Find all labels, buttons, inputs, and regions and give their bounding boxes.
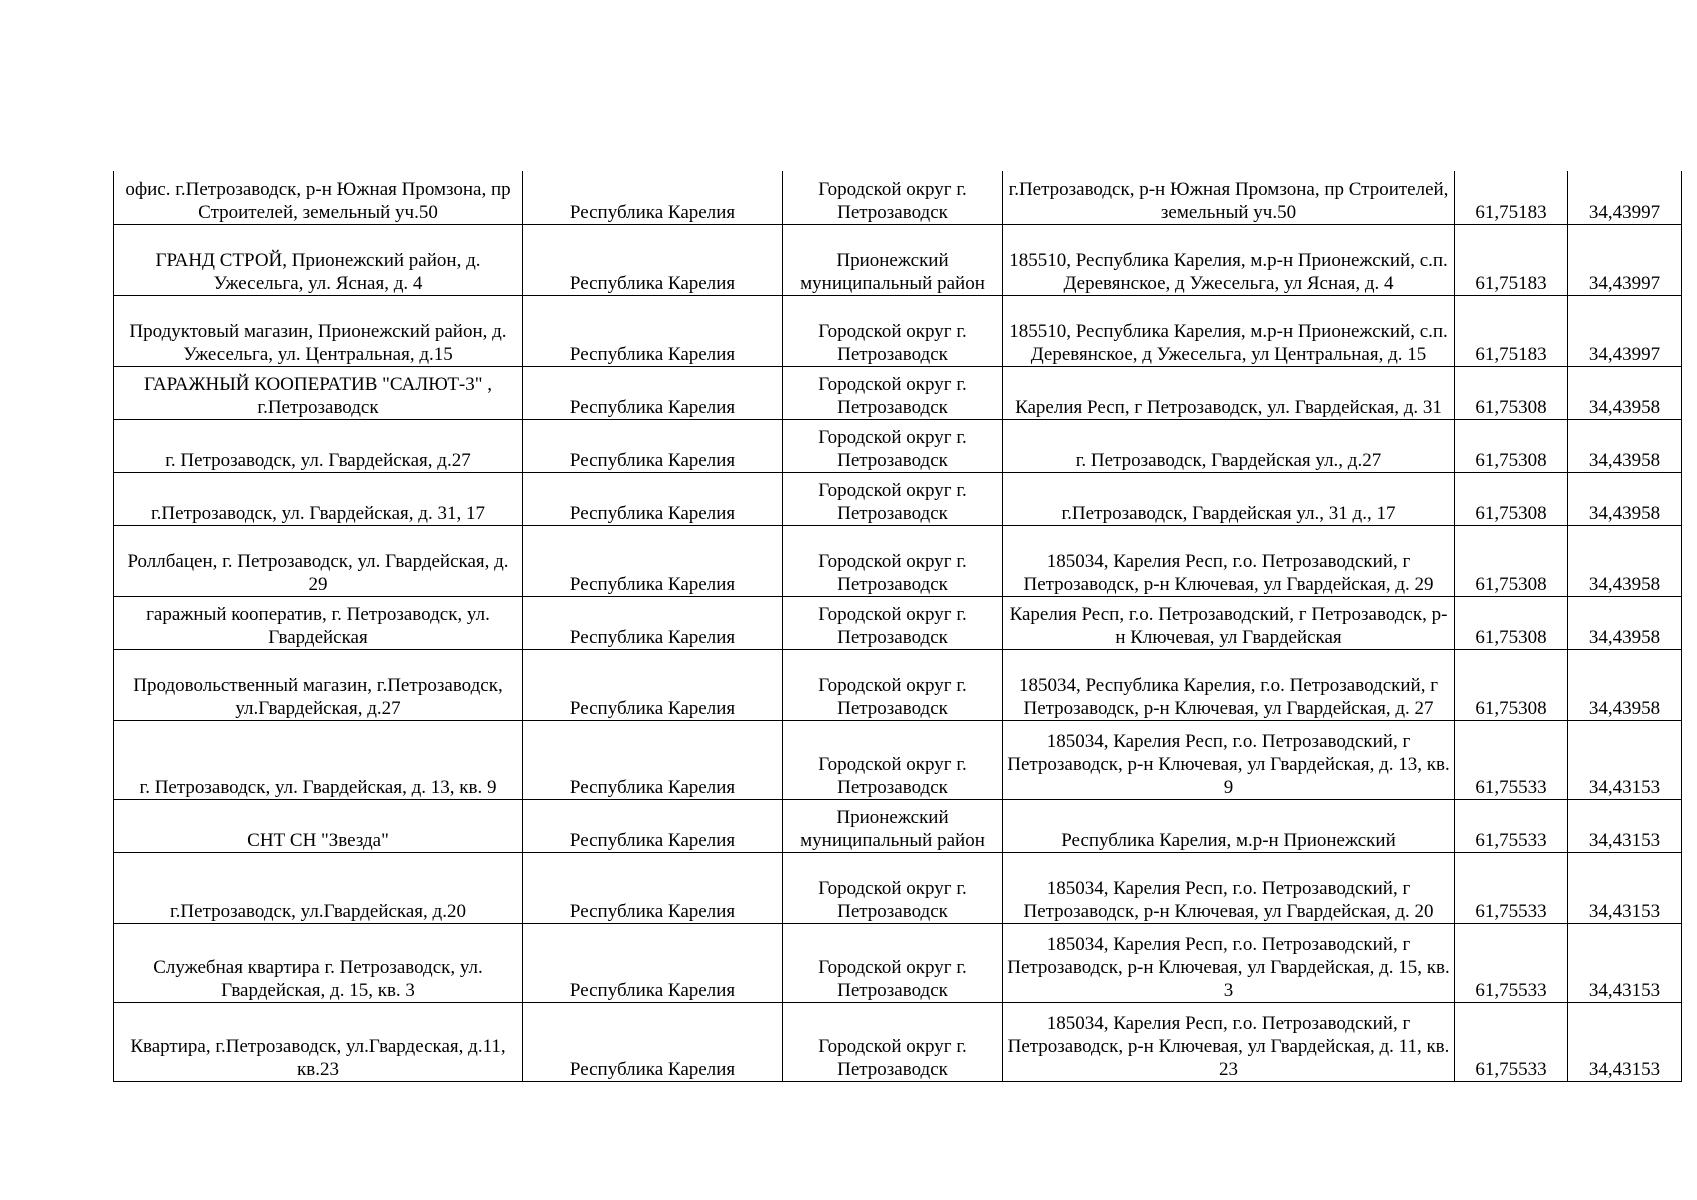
municipality-cell: Городской округ г. Петрозаводск: [783, 419, 1003, 472]
table-row: [114, 295, 1682, 366]
table-row: [114, 720, 1682, 799]
longitude-cell: 34,43958: [1568, 649, 1682, 720]
longitude-cell: 34,43958: [1568, 419, 1682, 472]
latitude-cell: 61,75308: [1455, 649, 1568, 720]
address-cell: 185034, Карелия Респ, г.о. Петрозаводский, г Петрозаводск, р-н Ключевая, ул Гвардейская, д. 15, кв. 3: [1003, 923, 1455, 1002]
latitude-cell: 61,75533: [1455, 852, 1568, 923]
table-row: [114, 799, 1682, 852]
address-cell: г.Петрозаводск, Гвардейская ул., 31 д., 17: [1003, 472, 1455, 525]
longitude-cell: 34,43958: [1568, 596, 1682, 649]
table-row: [114, 1002, 1682, 1081]
table-row: [114, 923, 1682, 1002]
object-name-cell: г.Петрозаводск, ул. Гвардейская, д. 31, 17: [114, 472, 523, 525]
address-table-body: [114, 171, 1682, 1081]
address-cell: 185034, Республика Карелия, г.о. Петрозаводский, г Петрозаводск, р-н Ключевая, ул Гвардейская, д. 27: [1003, 649, 1455, 720]
region-cell: Республика Карелия: [523, 525, 783, 596]
region-cell: Республика Карелия: [523, 295, 783, 366]
region-cell: Республика Карелия: [523, 720, 783, 799]
object-name-cell: г. Петрозаводск, ул. Гвардейская, д. 13, кв. 9: [114, 720, 523, 799]
municipality-cell: Городской округ г. Петрозаводск: [783, 720, 1003, 799]
municipality-cell: Городской округ г. Петрозаводск: [783, 923, 1003, 1002]
address-table: [113, 171, 1682, 1082]
region-cell: Республика Карелия: [523, 596, 783, 649]
longitude-cell: 34,43958: [1568, 525, 1682, 596]
region-cell: Республика Карелия: [523, 419, 783, 472]
address-cell: Карелия Респ, г.о. Петрозаводский, г Петрозаводск, р-н Ключевая, ул Гвардейская: [1003, 596, 1455, 649]
latitude-cell: 61,75533: [1455, 799, 1568, 852]
object-name-cell: гаражный кооператив, г. Петрозаводск, ул. Гвардейская: [114, 596, 523, 649]
object-name-cell: Служебная квартира г. Петрозаводск, ул. Гвардейская, д. 15, кв. 3: [114, 923, 523, 1002]
municipality-cell: Городской округ г. Петрозаводск: [783, 596, 1003, 649]
longitude-cell: 34,43958: [1568, 472, 1682, 525]
table-row: [114, 472, 1682, 525]
municipality-cell: Городской округ г. Петрозаводск: [783, 366, 1003, 419]
address-cell: 185034, Карелия Респ, г.о. Петрозаводский, г Петрозаводск, р-н Ключевая, ул Гвардейская, д. 13, кв. 9: [1003, 720, 1455, 799]
longitude-cell: 34,43153: [1568, 852, 1682, 923]
table-row: [114, 852, 1682, 923]
latitude-cell: 61,75183: [1455, 171, 1568, 224]
region-cell: Республика Карелия: [523, 224, 783, 295]
table-row: [114, 596, 1682, 649]
longitude-cell: 34,43997: [1568, 295, 1682, 366]
municipality-cell: Городской округ г. Петрозаводск: [783, 852, 1003, 923]
longitude-cell: 34,43958: [1568, 366, 1682, 419]
object-name-cell: г.Петрозаводск, ул.Гвардейская, д.20: [114, 852, 523, 923]
municipality-cell: Городской округ г. Петрозаводск: [783, 649, 1003, 720]
longitude-cell: 34,43153: [1568, 923, 1682, 1002]
address-cell: г. Петрозаводск, Гвардейская ул., д.27: [1003, 419, 1455, 472]
address-cell: 185034, Карелия Респ, г.о. Петрозаводский, г Петрозаводск, р-н Ключевая, ул Гвардейская, д. 20: [1003, 852, 1455, 923]
object-name-cell: СНТ СН "Звезда": [114, 799, 523, 852]
address-cell: Карелия Респ, г Петрозаводск, ул. Гвардейская, д. 31: [1003, 366, 1455, 419]
table-row: [114, 366, 1682, 419]
latitude-cell: 61,75308: [1455, 596, 1568, 649]
latitude-cell: 61,75308: [1455, 366, 1568, 419]
address-cell: 185034, Карелия Респ, г.о. Петрозаводский, г Петрозаводск, р-н Ключевая, ул Гвардейская, д. 11, кв. 23: [1003, 1002, 1455, 1081]
object-name-cell: офис. г.Петрозаводск, р-н Южная Промзона, пр Строителей, земельный уч.50: [114, 171, 523, 224]
object-name-cell: Квартира, г.Петрозаводск, ул.Гвардеская, д.11, кв.23: [114, 1002, 523, 1081]
table-row: [114, 419, 1682, 472]
object-name-cell: Роллбацен, г. Петрозаводск, ул. Гвардейская, д. 29: [114, 525, 523, 596]
latitude-cell: 61,75533: [1455, 923, 1568, 1002]
object-name-cell: Продуктовый магазин, Прионежский район, д. Ужесельга, ул. Центральная, д.15: [114, 295, 523, 366]
object-name-cell: ГРАНД СТРОЙ, Прионежский район, д. Ужесельга, ул. Ясная, д. 4: [114, 224, 523, 295]
table-row: [114, 171, 1682, 224]
address-cell: 185034, Карелия Респ, г.о. Петрозаводский, г Петрозаводск, р-н Ключевая, ул Гвардейская, д. 29: [1003, 525, 1455, 596]
latitude-cell: 61,75533: [1455, 1002, 1568, 1081]
table-row: [114, 224, 1682, 295]
longitude-cell: 34,43153: [1568, 720, 1682, 799]
longitude-cell: 34,43997: [1568, 171, 1682, 224]
table-row: [114, 649, 1682, 720]
region-cell: Республика Карелия: [523, 1002, 783, 1081]
municipality-cell: Прионежский муниципальный район: [783, 224, 1003, 295]
latitude-cell: 61,75308: [1455, 472, 1568, 525]
municipality-cell: Городской округ г. Петрозаводск: [783, 472, 1003, 525]
latitude-cell: 61,75533: [1455, 720, 1568, 799]
municipality-cell: Прионежский муниципальный район: [783, 799, 1003, 852]
latitude-cell: 61,75308: [1455, 419, 1568, 472]
municipality-cell: Городской округ г. Петрозаводск: [783, 171, 1003, 224]
latitude-cell: 61,75183: [1455, 295, 1568, 366]
longitude-cell: 34,43153: [1568, 1002, 1682, 1081]
longitude-cell: 34,43153: [1568, 799, 1682, 852]
address-cell: 185510, Республика Карелия, м.р-н Прионежский, с.п. Деревянское, д Ужесельга, ул Ясная, д. 4: [1003, 224, 1455, 295]
region-cell: Республика Карелия: [523, 649, 783, 720]
address-cell: г.Петрозаводск, р-н Южная Промзона, пр Строителей, земельный уч.50: [1003, 171, 1455, 224]
latitude-cell: 61,75183: [1455, 224, 1568, 295]
municipality-cell: Городской округ г. Петрозаводск: [783, 525, 1003, 596]
region-cell: Республика Карелия: [523, 852, 783, 923]
region-cell: Республика Карелия: [523, 799, 783, 852]
address-cell: 185510, Республика Карелия, м.р-н Прионежский, с.п. Деревянское, д Ужесельга, ул Центральная, д. 15: [1003, 295, 1455, 366]
object-name-cell: Продовольственный магазин, г.Петрозаводск, ул.Гвардейская, д.27: [114, 649, 523, 720]
object-name-cell: ГАРАЖНЫЙ КООПЕРАТИВ "САЛЮТ-3" , г.Петрозаводск: [114, 366, 523, 419]
object-name-cell: г. Петрозаводск, ул. Гвардейская, д.27: [114, 419, 523, 472]
address-cell: Республика Карелия, м.р-н Прионежский: [1003, 799, 1455, 852]
region-cell: Республика Карелия: [523, 171, 783, 224]
table-row: [114, 525, 1682, 596]
region-cell: Республика Карелия: [523, 923, 783, 1002]
region-cell: Республика Карелия: [523, 472, 783, 525]
municipality-cell: Городской округ г. Петрозаводск: [783, 295, 1003, 366]
longitude-cell: 34,43997: [1568, 224, 1682, 295]
latitude-cell: 61,75308: [1455, 525, 1568, 596]
region-cell: Республика Карелия: [523, 366, 783, 419]
municipality-cell: Городской округ г. Петрозаводск: [783, 1002, 1003, 1081]
